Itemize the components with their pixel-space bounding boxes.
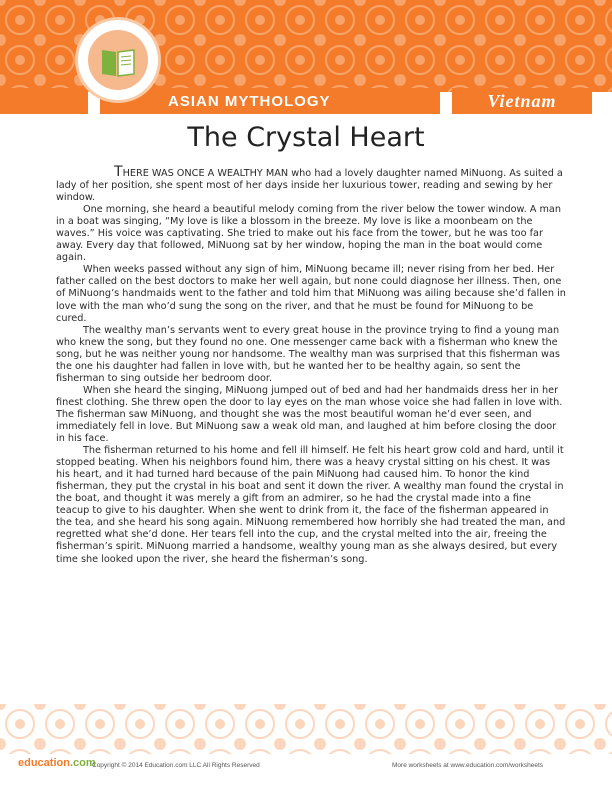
paragraph-2: One morning, she heard a beautiful melody coming from the river below the tower window. A man in a boat was singing, “My love is like a blossom in the breeze. My love is like a moonbeam on the waves.” His voice was captivating. She tried to make out his face from the tower, but he was too far away. Every day that followed, MiNuong sat by her window, hoping the man in the boat would come again. — [56, 204, 561, 264]
paragraph-1 — [56, 166, 566, 204]
brand-main: education — [18, 757, 70, 769]
brand-logo — [18, 757, 96, 769]
book-icon — [78, 20, 158, 100]
drop-cap: T — [114, 164, 123, 180]
more-worksheets-link[interactable]: More worksheets at www.education.com/worksheets — [392, 762, 544, 769]
header-left-bar — [0, 88, 88, 114]
footer-pattern — [0, 704, 612, 792]
paragraph-6: The fisherman returned to his home and fell ill himself. He felt his heart grow cold and hard, until it stopped beating. When his neighbors found him, there was a heavy crystal sitting on his chest. It was his heart, and it had turned hard because of the pain MiNuong had caused him. To honor the kind fisherman, they put the crystal in his boat and sent it down the river. A wealthy man found the crystal in the boat, and thought it was merely a gift from an admirer, so he had the crystal made into a fine teacup to give to his daughter. When she went to drink from it, the face of the fisherman appeared in the tea, and she heard his song again. MiNuong remembered how horribly she had treated the man, and regretted what she’d done. Her tears fell into the cup, and the crystal melted into the air, freeing the fisherman’s spirit. MiNuong married a handsome, wealthy young man as she always desired, but every time she looked upon the river, she heard the fisherman’s song. — [56, 445, 566, 565]
paragraph-4: The wealthy man’s servants went to every great house in the province trying to find a young man who knew the song, but they found no one. One messenger came back with a fisherman who knew the song, but he was neither young nor handsome. The wealthy man was surprised that this fisherman was the one his daughter had fallen in love with, but he wanted her to be healthy again, so sent the fisherman to sing outside her bedroom door. — [56, 324, 560, 384]
story-body — [56, 166, 566, 566]
copyright-text: Copyright © 2014 Education.com LLC All Rights Reserved — [92, 762, 260, 769]
logo-badge — [78, 20, 158, 100]
page-title: The Crystal Heart — [187, 122, 425, 153]
paragraph-1-text: HERE WAS ONCE A WEALTHY MAN who had a lovely daughter named MiNuong. As suited a lady of her position, she spent most of her days inside her luxurious tower, reading and sewing by her window. — [56, 168, 563, 204]
brand-suffix: .com — [69, 757, 96, 769]
region-bar — [452, 88, 592, 114]
paragraph-5: When she heard the singing, MiNuong jumped out of bed and had her handmaids dress her in her finest clothing. She threw open the door to lay eyes on the man whose voice she had fallen in love with. The fisherman saw MiNuong, and thought she was the most beautiful woman he’d ever seen, and immediately fell in love. But MiNuong saw a weak old man, and laughed at him before closing the door in his face. — [56, 384, 563, 445]
paragraph-3: When weeks passed without any sign of him, MiNuong became ill; never rising from her bed. Her father called on the best doctors to make her well again, but none could diagnose her illness. Then, one of MiNuong’s handmaids went to the father and told him that MiNuong was ailing because she’d fallen in love with the man who’d sung the song on the river, and that he must be found for MiNuong to be cured. — [56, 264, 566, 324]
region-label: Vietnam — [487, 90, 557, 111]
category-label: ASIAN MYTHOLOGY — [168, 92, 331, 110]
footer-ornament — [0, 704, 612, 792]
